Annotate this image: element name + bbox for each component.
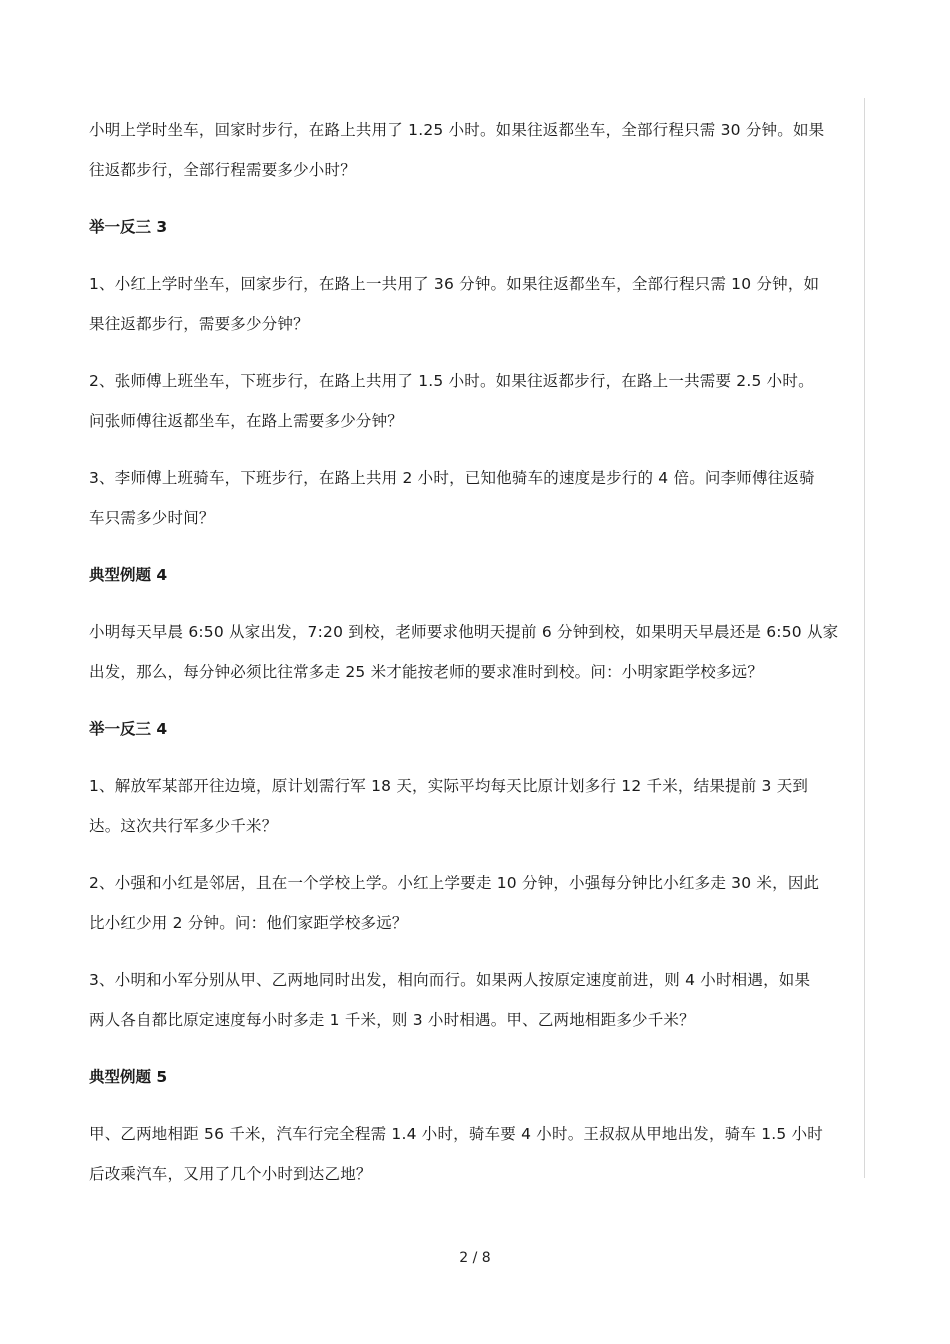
block-gap xyxy=(89,247,861,264)
paragraph-line: 小明每天早晨 6:50 从家出发，7:20 到校，老师要求他明天提前 6 分钟到校，如果明天早晨还是 6:50 从家 xyxy=(89,623,839,641)
paragraph-line: 问张师傅往返都坐车，在路上需要多少分钟？ xyxy=(89,412,404,430)
paragraph-line: 3、小明和小军分别从甲、乙两地同时出发，相向而行。如果两人按原定速度前进，则 4 小时相遇，如果 xyxy=(89,971,811,989)
section-heading: 典型例题 4 xyxy=(89,566,168,584)
problem-paragraph xyxy=(89,1114,861,1194)
paragraph-line: 两人各自都比原定速度每小时多走 1 千米，则 3 小时相遇。甲、乙两地相距多少千米？ xyxy=(89,1011,695,1029)
page-number: 2 / 8 xyxy=(459,1250,491,1266)
problem-paragraph xyxy=(89,110,861,190)
block-gap xyxy=(89,749,861,766)
paragraph-line: 2、小强和小红是邻居，且在一个学校上学。小红上学要走 10 分钟，小强每分钟比小红多走 30 米，因此 xyxy=(89,874,820,892)
block-gap xyxy=(89,692,861,709)
problem-paragraph xyxy=(89,264,861,344)
section-heading: 举一反三 4 xyxy=(89,720,168,738)
section-heading: 典型例题 5 xyxy=(89,1068,168,1086)
block-gap xyxy=(89,344,861,361)
paragraph-line: 2、张师傅上班坐车，下班步行，在路上共用了 1.5 小时。如果往返都步行，在路上一共需要 2.5 小时。 xyxy=(89,372,814,390)
block-gap xyxy=(89,190,861,207)
document-body xyxy=(89,110,861,1194)
paragraph-line: 达。这次共行军多少千米？ xyxy=(89,817,278,835)
paragraph-line: 往返都步行，全部行程需要多少小时？ xyxy=(89,161,356,179)
problem-paragraph xyxy=(89,458,861,538)
block-gap xyxy=(89,943,861,960)
paragraph-line: 1、解放军某部开往边境，原计划需行军 18 天，实际平均每天比原计划多行 12 千米，结果提前 3 天到 xyxy=(89,777,809,795)
problem-paragraph xyxy=(89,766,861,846)
paragraph-line: 车只需多少时间？ xyxy=(89,509,215,527)
problem-paragraph xyxy=(89,863,861,943)
block-gap xyxy=(89,538,861,555)
page-margin-rule xyxy=(864,98,865,1178)
section-heading: 举一反三 3 xyxy=(89,218,168,236)
paragraph-line: 后改乘汽车，又用了几个小时到达乙地？ xyxy=(89,1165,372,1183)
paragraph-line: 3、李师傅上班骑车，下班步行，在路上共用 2 小时，已知他骑车的速度是步行的 4 倍。问李师傅往返骑 xyxy=(89,469,815,487)
paragraph-line: 比小红少用 2 分钟。问：他们家距学校多远？ xyxy=(89,914,408,932)
problem-paragraph xyxy=(89,960,861,1040)
problem-paragraph xyxy=(89,612,861,692)
block-gap xyxy=(89,1097,861,1114)
paragraph-line: 小明上学时坐车，回家时步行，在路上共用了 1.25 小时。如果往返都坐车，全部行程只需 30 分钟。如果 xyxy=(89,121,825,139)
block-gap xyxy=(89,441,861,458)
block-gap xyxy=(89,595,861,612)
block-gap xyxy=(89,1040,861,1057)
problem-paragraph xyxy=(89,361,861,441)
paragraph-line: 果往返都步行，需要多少分钟？ xyxy=(89,315,309,333)
paragraph-line: 1、小红上学时坐车，回家步行，在路上一共用了 36 分钟。如果往返都坐车，全部行程只需 10 分钟，如 xyxy=(89,275,820,293)
block-gap xyxy=(89,846,861,863)
paragraph-line: 出发，那么，每分钟必须比往常多走 25 米才能按老师的要求准时到校。问：小明家距学校多远？ xyxy=(89,663,764,681)
paragraph-line: 甲、乙两地相距 56 千米，汽车行完全程需 1.4 小时，骑车要 4 小时。王叔叔从甲地出发，骑车 1.5 小时 xyxy=(89,1125,824,1143)
